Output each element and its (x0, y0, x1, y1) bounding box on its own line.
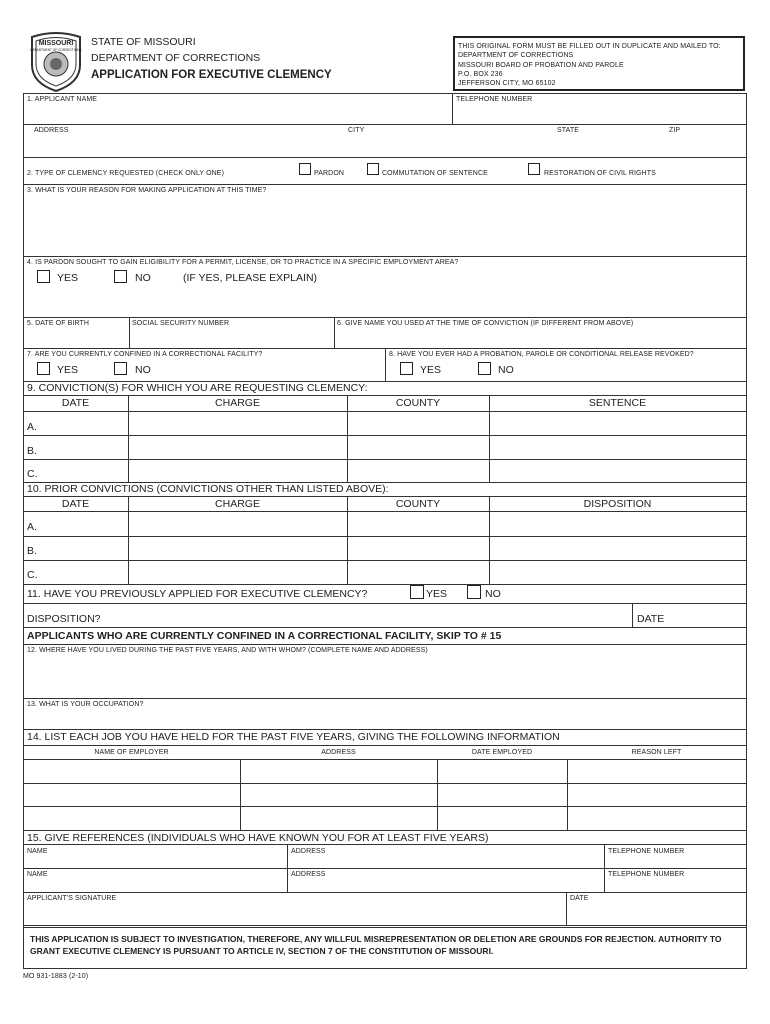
previous-yes-label: YES (426, 588, 448, 600)
residence-label: 12. WHERE HAVE YOU LIVED DURING THE PAST FIVE YEARS, AND WITH WHOM? (COMPLETE NAME AND ADDRESS) (27, 647, 428, 654)
city-label: CITY (348, 127, 365, 134)
dob-field[interactable] (25, 329, 127, 346)
restoration-checkbox[interactable] (528, 163, 540, 175)
pardon-checkbox[interactable] (299, 163, 311, 175)
prior-row-c: C. (27, 569, 38, 581)
confined-label: 7. ARE YOU CURRENTLY CONFINED IN A CORRECTIONAL FACILITY? (27, 351, 263, 358)
prior-col-disposition: DISPOSITION (583, 498, 652, 510)
occupation-label: 13. WHAT IS YOUR OCCUPATION? (27, 701, 144, 708)
confined-yes-label: YES (57, 364, 79, 376)
prior-convictions-heading: 10. PRIOR CONVICTIONS (CONVICTIONS OTHER THAN LISTED ABOVE): (27, 483, 389, 495)
reason-field[interactable] (25, 196, 744, 254)
previous-no-checkbox[interactable] (467, 585, 481, 599)
svg-text:DEPARTMENT OF CORRECTIONS: DEPARTMENT OF CORRECTIONS (30, 48, 82, 52)
revoked-yes-label: YES (420, 364, 442, 376)
conviction-row-c: C. (27, 468, 38, 480)
ref2-telephone-label: TELEPHONE NUMBER (608, 871, 685, 878)
jobs-heading: 14. LIST EACH JOB YOU HAVE HELD FOR THE PAST FIVE YEARS, GIVING THE FOLLOWING INFORMATION (27, 731, 560, 743)
ref1-address-label: ADDRESS (291, 848, 326, 855)
address-label: ADDRESS (34, 127, 69, 134)
residence-field[interactable] (25, 656, 744, 696)
applicant-name-field[interactable] (25, 104, 450, 122)
state-label: STATE (557, 127, 580, 134)
confined-no-label: NO (135, 364, 151, 376)
prior-col-date: DATE (61, 498, 90, 510)
restoration-label: RESTORATION OF CIVIL RIGHTS (544, 170, 656, 177)
svg-text:MISSOURI: MISSOURI (38, 40, 74, 47)
signature-date-label: DATE (570, 895, 589, 902)
revoked-no-checkbox[interactable] (478, 362, 491, 375)
zip-label: ZIP (669, 127, 681, 134)
eligibility-no-label: NO (135, 272, 151, 284)
conviction-name-label: 6. GIVE NAME YOU USED AT THE TIME OF CONVICTION (IF DIFFERENT FROM ABOVE) (337, 320, 634, 327)
clemency-type-label: 2. TYPE OF CLEMENCY REQUESTED (CHECK ONLY ONE) (27, 170, 225, 177)
disposition-date-label: DATE (637, 613, 665, 625)
convictions-col-county: COUNTY (395, 397, 441, 409)
references-heading: 15. GIVE REFERENCES (INDIVIDUALS WHO HAVE KNOWN YOU FOR AT LEAST FIVE YEARS) (27, 832, 489, 844)
missouri-doc-seal (28, 31, 84, 93)
signature-date-field[interactable] (568, 904, 744, 923)
form-title: APPLICATION FOR EXECUTIVE CLEMENCY (91, 69, 332, 81)
disposition-label: DISPOSITION? (27, 613, 101, 625)
jobs-col-date-employed: DATE EMPLOYED (471, 749, 533, 756)
convictions-col-date: DATE (61, 397, 90, 409)
mailing-instructions: THIS ORIGINAL FORM MUST BE FILLED OUT IN DUPLICATE AND MAILED TO: DEPARTMENT OF CORRECTIONS MISSOURI BOARD OF PROBATION AND PAROLE P.O. BOX 236 JEFFERSON CITY, MO 65102 (458, 43, 721, 88)
department-heading: DEPARTMENT OF CORRECTIONS (91, 52, 261, 64)
confined-yes-checkbox[interactable] (37, 362, 50, 375)
convictions-col-sentence: SENTENCE (588, 397, 647, 409)
previous-yes-checkbox[interactable] (410, 585, 424, 599)
ref1-telephone-label: TELEPHONE NUMBER (608, 848, 685, 855)
conviction-row-b: B. (27, 445, 37, 457)
signature-field[interactable] (25, 904, 564, 923)
telephone-field[interactable] (454, 104, 744, 122)
telephone-label: TELEPHONE NUMBER (456, 96, 533, 103)
pardon-eligibility-label: 4. IS PARDON SOUGHT TO GAIN ELIGIBILITY FOR A PERMIT, LICENSE, OR TO PRACTICE IN A SPECIFIC EMPLOYMENT AREA? (27, 259, 459, 266)
previous-no-label: NO (485, 588, 501, 600)
eligibility-explanation-field[interactable] (25, 287, 744, 315)
convictions-heading: 9. CONVICTION(S) FOR WHICH YOU ARE REQUESTING CLEMENCY: (27, 382, 368, 394)
state-heading: STATE OF MISSOURI (91, 36, 196, 48)
skip-note: APPLICANTS WHO ARE CURRENTLY CONFINED IN A CORRECTIONAL FACILITY, SKIP TO # 15 (27, 630, 502, 642)
occupation-field[interactable] (25, 710, 744, 727)
address-field[interactable] (25, 135, 744, 155)
legal-notice: THIS APPLICATION IS SUBJECT TO INVESTIGATION, THEREFORE, ANY WILLFUL MISREPRESENTATION OR DELETION ARE GROUNDS FOR REJECTION. AUTHORITY TO GRANT EXECUTIVE CLEMENCY IS PURSUANT TO ARTICLE IV, SECTION 7 OF THE CONSTITUTION OF MISSOURI. (30, 934, 722, 956)
pardon-label: PARDON (314, 170, 345, 177)
revoked-yes-checkbox[interactable] (400, 362, 413, 375)
prior-row-b: B. (27, 545, 37, 557)
reason-label: 3. WHAT IS YOUR REASON FOR MAKING APPLICATION AT THIS TIME? (27, 187, 267, 194)
prior-col-county: COUNTY (395, 498, 441, 510)
previous-clemency-label: 11. HAVE YOU PREVIOUSLY APPLIED FOR EXECUTIVE CLEMENCY? (27, 588, 368, 600)
applicant-name-label: 1. APPLICANT NAME (27, 96, 98, 103)
ref2-name-label: NAME (27, 871, 48, 878)
jobs-col-reason-left: REASON LEFT (631, 749, 682, 756)
revoked-label: 8. HAVE YOU EVER HAD A PROBATION, PAROLE OR CONDITIONAL RELEASE REVOKED? (389, 351, 694, 358)
eligibility-explain-label: (IF YES, PLEASE EXPLAIN) (183, 272, 318, 284)
eligibility-yes-label: YES (57, 272, 79, 284)
signature-label: APPLICANT'S SIGNATURE (27, 895, 117, 902)
ssn-label: SOCIAL SECURITY NUMBER (132, 320, 230, 327)
ref1-name-label: NAME (27, 848, 48, 855)
jobs-col-employer: NAME OF EMPLOYER (94, 749, 169, 756)
conviction-name-field[interactable] (336, 329, 744, 346)
form-number: MO 931-1883 (2-10) (23, 973, 89, 980)
jobs-col-address: ADDRESS (321, 749, 356, 756)
convictions-col-charge: CHARGE (215, 397, 260, 409)
revoked-no-label: NO (498, 364, 514, 376)
eligibility-no-checkbox[interactable] (114, 270, 127, 283)
conviction-row-a: A. (27, 421, 37, 433)
commutation-checkbox[interactable] (367, 163, 379, 175)
prior-col-charge: CHARGE (215, 498, 260, 510)
ssn-field[interactable] (131, 329, 332, 346)
commutation-label: COMMUTATION OF SENTENCE (382, 170, 488, 177)
eligibility-yes-checkbox[interactable] (37, 270, 50, 283)
ref2-address-label: ADDRESS (291, 871, 326, 878)
prior-row-a: A. (27, 521, 37, 533)
confined-no-checkbox[interactable] (114, 362, 127, 375)
mailing-instructions-box (453, 36, 745, 91)
dob-label: 5. DATE OF BIRTH (27, 320, 90, 327)
